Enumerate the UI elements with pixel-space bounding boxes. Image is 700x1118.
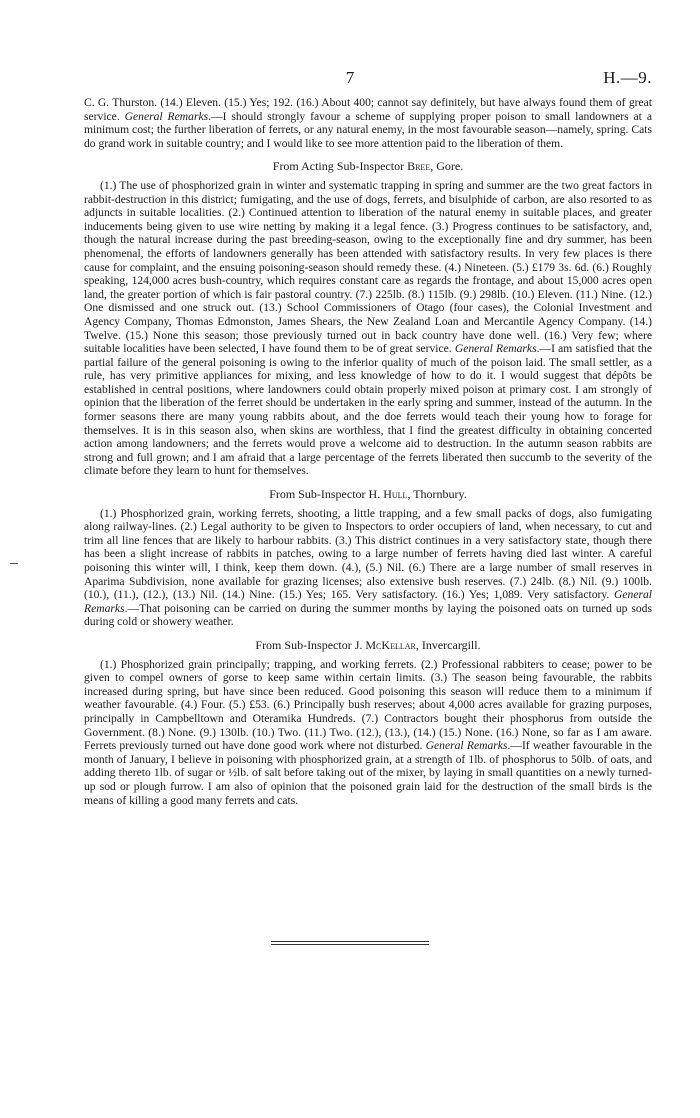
intro-text: C. G. Thurston. (14.) Eleven. (15.) Yes; 192. (16.) About 400; cannot say definitely, but have always found them of great service. (84, 96, 652, 123)
intro-remarks-text: .—I should strongly favour a scheme of supplying proper poison to small landowners at a minimum cost; the further liberation of ferrets, or any natural enemy, in the most favourable season—namely, spring. Cats do grand work in suitable country; and I would like to see more attention paid to the liberation of them. (84, 109, 652, 150)
margin-mark (10, 563, 18, 564)
heading-suffix: , Thornbury. (407, 487, 467, 502)
general-remarks-label: General Remarks (454, 342, 537, 356)
heading-name: McKellar (365, 637, 416, 652)
section-remarks-text: .—If weather favourable in the month of January, I believe in poisoning with phosphorized grain, at a strength of 1lb. of phosphorus to 50lb. of oats, and adding thereto 1lb. of sugar or ½lb. of salt before taking out of the mixer, by laying in small quantities on a newly turned-up sod or plough furrow. I am also of opinion that the poisoned grain laid for the destruction of the small birds is the means of killing a good many ferrets and cats. (84, 739, 653, 807)
section-heading-bree (84, 160, 652, 174)
section-heading-hull (84, 488, 652, 502)
section-heading-mckellar (84, 639, 652, 653)
page-number: 7 (345, 68, 355, 87)
section-remarks-text: .—That poisoning can be carried on during the summer months by laying the poisoned oats on turned up sods during cold or showery weather. (84, 601, 652, 629)
heading-name: Hull (383, 487, 408, 502)
rule-line (271, 941, 429, 942)
heading-prefix: From Sub-Inspector J. (255, 637, 366, 652)
section-paragraph-hull (84, 507, 652, 629)
body-text (84, 96, 652, 807)
section-text: (1.) Phosphorized grain principally; trapping, and working ferrets. (2.) Professional rabbiters to cease; power to be given to compel owners of gorse to keep same within certain limits. (3.) The season being favourable, the rabbits increased during spring, but have since been reduced. Good poisoning this season will reduce them to a minimum if weather favourable. (4.) Four. (5.) £53. (6.) Principally bush reserves; about 4,000 acres available for grazing purposes, principally in Campbelltown and Oteramika Hundreds. (7.) Contractors bought their phosphorus from outside the Government. (8.) None. (9.) 130lb. (10.) Two. (11.) Two. (12.), (13.), (14.) (15.) None. (16.) None, so far as I am aware. Ferrets previously turned out have done good work where not disturbed. (84, 657, 652, 753)
document-reference: H.—9. (603, 68, 652, 87)
general-remarks-label: General Remarks (425, 739, 508, 753)
heading-suffix: , Invercargill. (415, 637, 481, 652)
heading-name: Bree (407, 159, 431, 174)
heading-suffix: , Gore. (430, 159, 464, 174)
section-remarks-text: .—I am satisfied that the partial failure of the general poisoning is owing to the inferior quality of much of the poison laid. The small settler, as a rule, has very primitive appliances for mixing, and less knowledge of how to do it. I would suggest that dépôts be established in central positions, where landowners could obtain properly mixed poison at primary cost. I am strongly of opinion that the liberation of the ferret should be undertaken in the early spring and summer, instead of the autumn. In the former seasons there are many young rabbits about, and the doe ferrets would teach their young how to forage for themselves. It is in this season also, when skins are worthless, that I find the greatest difficulty in obtaining concerted action among landowners; and the ferrets would prove a welcome aid to destruction. In the autumn season rabbits are strong and full grown; and I am afraid that a large percentage of the ferrets liberated then succumb to the severity of the climate before they learn to hunt for themselves. (84, 342, 652, 478)
rule-line (271, 944, 429, 945)
heading-prefix: From Acting Sub-Inspector (272, 159, 408, 174)
section-text: (1.) Phosphorized grain, working ferrets, shooting, a little trapping, and a few small packs of dogs, also fumigating along railway-lines. (2.) Legal authority to be given to Inspectors to order occupiers of land, when necessary, to cut and trim all line fences that are likely to harbour rabbits. (3.) This district continues in a very satisfactory state, though there has been a slight increase of rabbits in patches, owing to a large number of ferrets having died last winter. A careful poisoning this winter will, I think, keep them down. (4.), (5.) Nil. (6.) There are a large number of small reserves in Aparima Subdivision, none available for grazing licenses; also extensive bush reserves. (7.) 24lb. (8.) Nil. (9.) 100lb. (10.), (11.), (12.), (13.) Nil. (14.) Nine. (15.) Yes; 165. Very satisfactory. (16.) Yes; 1,089. Very satisfactory. (84, 506, 652, 602)
section-paragraph-bree (84, 179, 652, 478)
general-remarks-label: General Remarks (124, 109, 209, 123)
section-text: (1.) The use of phosphorized grain in winter and systematic trapping in spring and summer are the two great factors in rabbit-destruction in this district; fumigating, and the use of dogs, ferrets, and bisulphide of carbon, are also resorted to as adjuncts in suitable localities. (2.) Continued attention to liberation of the natural enemy in suitable places, and greater inducements being given to use wire netting by making it a legal fence. (3.) Progress continues to be satisfactory, and, though the natural increase during the past breeding-season, owing to the exceptionally fine and dry summer, has been phenomenal, the efforts of landowners generally has been attended with satisfactory results. In very few places is there cause for complaint, and the ensuing poisoning-season should remedy these. (4.) Nineteen. (5.) £179 3s. 6d. (6.) Roughly speaking, 124,000 acres bush-country, which requires constant care as regards the frontage, and about 15,000 acres open land, the greater portion of which is fair pastoral country. (7.) 225lb. (8.) 115lb. (9.) 298lb. (10.) Eleven. (11.) Nine. (12.) One dismissed and one struck out. (13.) School Commissioners of Otago (four cases), the Colonial Investment and Agency Company, Thomas Edmonston, James Shears, the New Zealand Loan and Mercantile Agency Company. (14.) Twelve. (15.) None this season; those previously turned out in back country have done well. (16.) Very few; where suitable localities have been selected, I have found them to be of great service. (84, 178, 652, 356)
closing-rule (271, 941, 429, 947)
heading-prefix: From Sub-Inspector H. (269, 487, 384, 502)
section-paragraph-mckellar (84, 658, 652, 808)
general-remarks-label: General Remarks (84, 588, 652, 615)
intro-paragraph (84, 96, 652, 150)
